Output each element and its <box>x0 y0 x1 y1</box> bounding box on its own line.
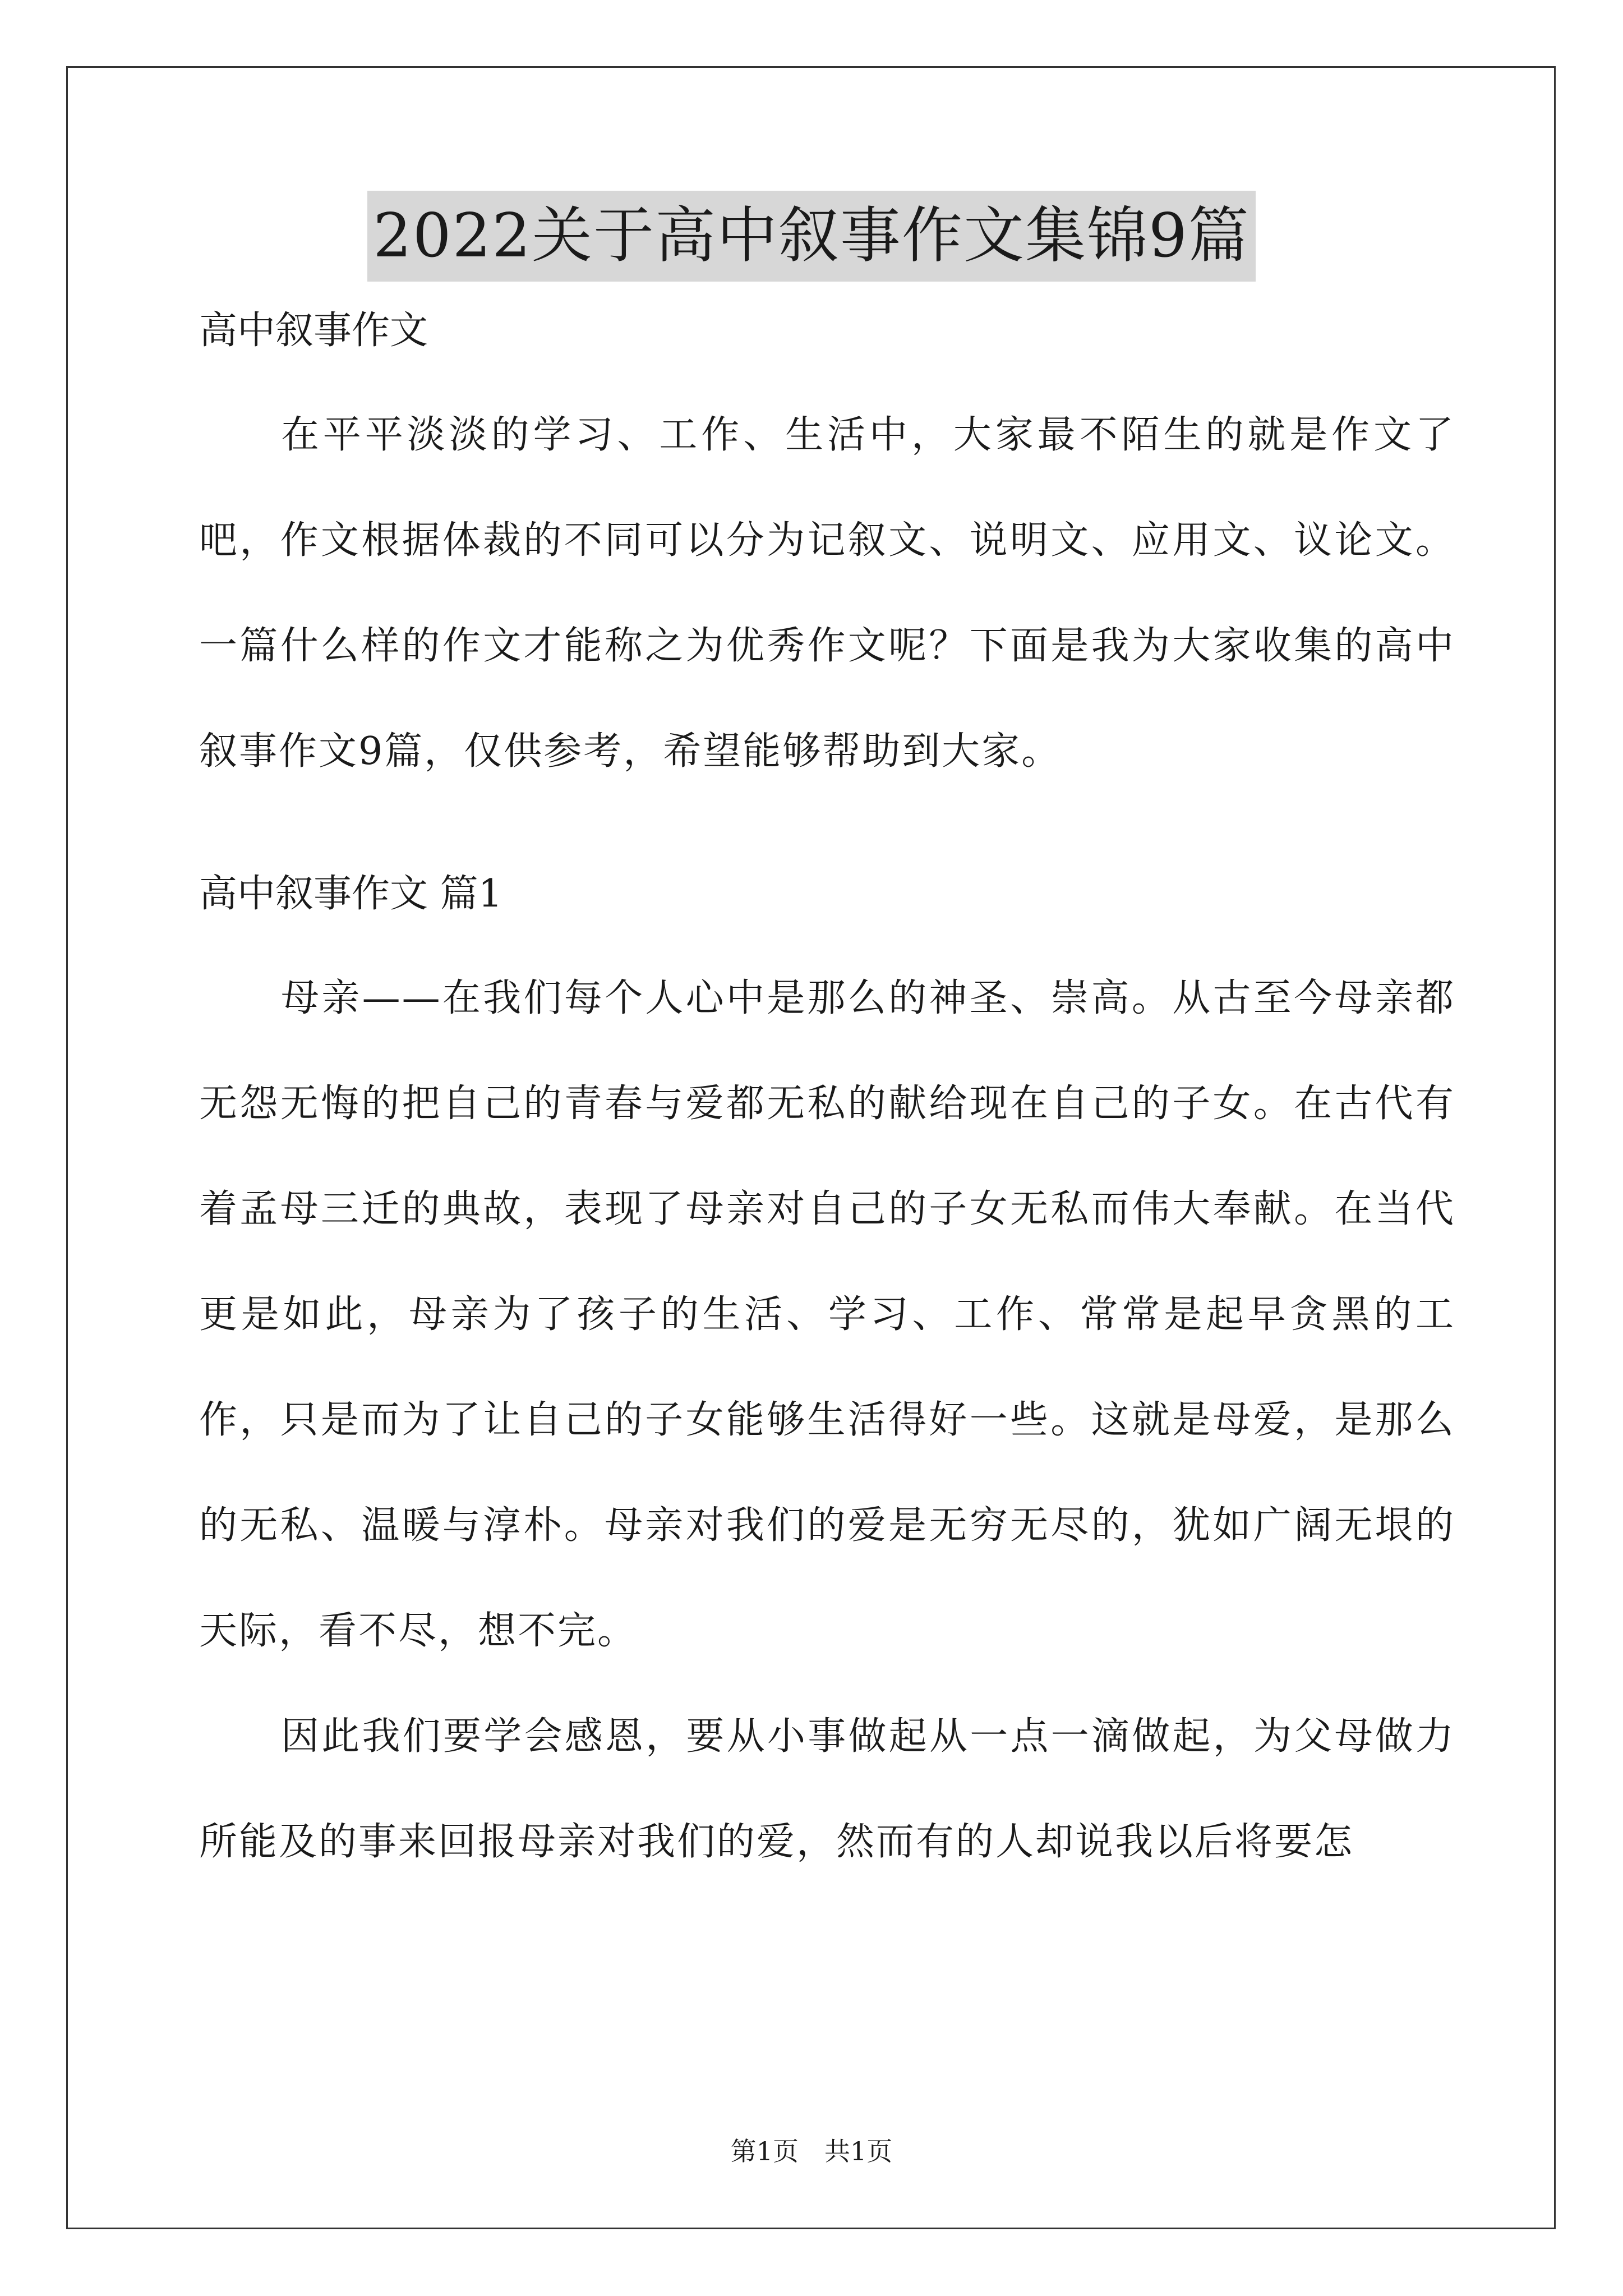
title-area <box>0 191 1623 282</box>
intro-heading: 高中叙事作文 <box>199 309 428 353</box>
document-body <box>199 303 1455 1895</box>
document-title: 2022关于高中叙事作文集锦9篇 <box>367 191 1256 282</box>
intro-paragraph: 在平平淡淡的学习、工作、生活中，大家最不陌生的就是作文了吧，作文根据体裁的不同可以分为记叙文、说明文、应用文、议论文。一篇什么样的作文才能称之为优秀作文呢？下面是我为大家收集的高中叙事作文9篇，仅供参考，希望能够帮助到大家。 <box>199 413 1455 774</box>
section-paragraph: 母亲——在我们每个人心中是那么的神圣、崇高。从古至今母亲都无怨无悔的把自己的青春与爱都无私的献给现在自己的子女。在古代有着孟母三迁的典故，表现了母亲对自己的子女无私而伟大奉献。在当代更是如此，母亲为了孩子的生活、学习、工作、常常是起早贪黑的工作，只是而为了让自己的子女能够生活得好一些。这就是母爱，是那么的无私、温暖与淳朴。母亲对我们的爱是无穷无尽的，犹如广阔无垠的天际，看不尽，想不完。 <box>199 976 1455 1653</box>
section-heading: 高中叙事作文 篇1 <box>199 872 502 916</box>
section-paragraph: 因此我们要学会感恩，要从小事做起从一点一滴做起，为父母做力所能及的事来回报母亲对我们的爱，然而有的人却说我以后将要怎 <box>199 1714 1455 1864</box>
page-footer: 第1页 共1页 <box>730 2136 893 2166</box>
